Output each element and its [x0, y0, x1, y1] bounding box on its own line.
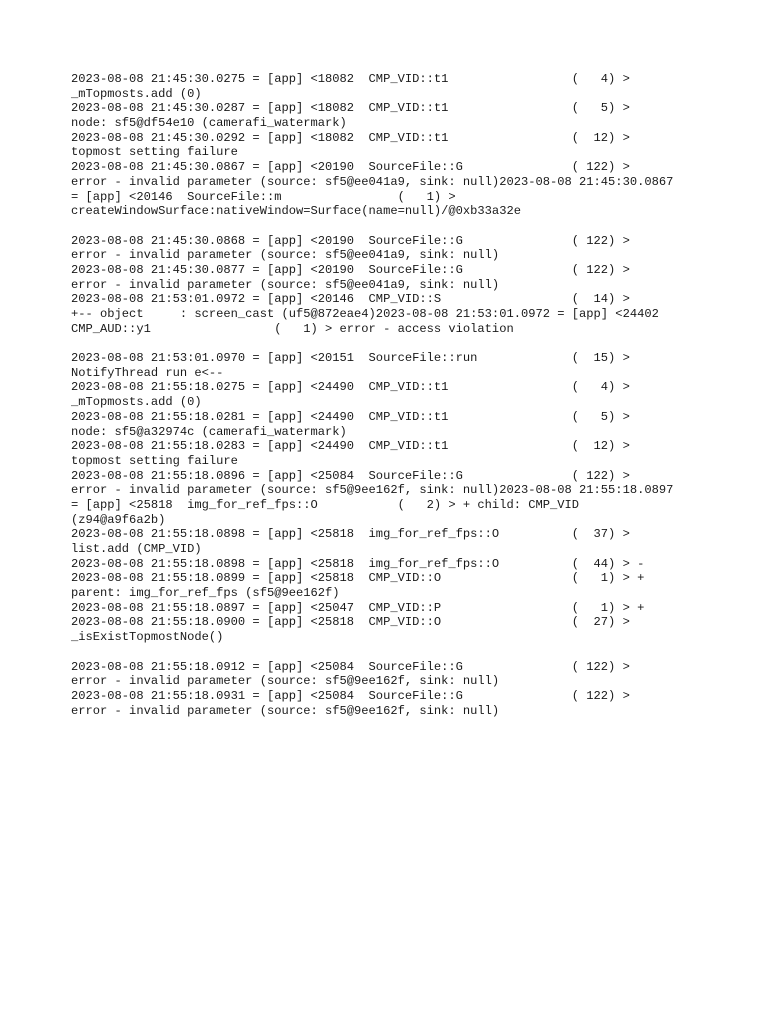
log-line: 2023-08-08 21:55:18.0912 = [app] <25084 SourceFile::G ( 122) >: [71, 659, 630, 674]
log-line: 2023-08-08 21:55:18.0283 = [app] <24490 CMP_VID::t1 ( 12) >: [71, 439, 630, 454]
log-line: _mTopmosts.add (0): [71, 86, 202, 101]
log-line: error - invalid parameter (source: sf5@ee041a9, sink: null)2023-08-08 21:45:30.0867: [71, 174, 674, 189]
log-line: list.add (CMP_VID): [71, 542, 202, 556]
log-line: 2023-08-08 21:55:18.0275 = [app] <24490 CMP_VID::t1 ( 4) >: [71, 380, 630, 395]
log-line: 2023-08-08 21:55:18.0896 = [app] <25084 SourceFile::G ( 122) >: [71, 468, 630, 483]
log-line: = [app] <25818 img_for_ref_fps::O ( 2) > + child: CMP_VID: [71, 497, 580, 512]
log-line: 2023-08-08 21:45:30.0877 = [app] <20190 SourceFile::G ( 122) >: [71, 262, 630, 277]
log-line: 2023-08-08 21:45:30.0868 = [app] <20190 SourceFile::G ( 122) >: [71, 233, 630, 248]
log-text-block: [71, 72, 711, 718]
log-line: CMP_AUD::y1 ( 1) > error - access violation: [71, 321, 514, 336]
log-line: error - invalid parameter (source: sf5@9ee162f, sink: null)2023-08-08 21:55:18.0897: [71, 483, 674, 498]
log-line: 2023-08-08 21:55:18.0898 = [app] <25818 img_for_ref_fps::O ( 37) >: [71, 527, 630, 542]
log-line: node: sf5@a32974c (camerafi_watermark): [71, 424, 347, 439]
log-line: = [app] <20146 SourceFile::m ( 1) >: [71, 189, 456, 204]
log-line: error - invalid parameter (source: sf5@ee041a9, sink: null): [71, 277, 500, 292]
log-line: 2023-08-08 21:55:18.0931 = [app] <25084 SourceFile::G ( 122) >: [71, 688, 630, 703]
log-line: _mTopmosts.add (0): [71, 395, 202, 410]
blank-line: [71, 336, 711, 351]
log-line: +-- object : screen_cast (uf5@872eae4)2023-08-08 21:53:01.0972 = [app] <24402: [71, 307, 659, 321]
log-line: NotifyThread run e<--: [71, 365, 224, 380]
log-line: 2023-08-08 21:45:30.0292 = [app] <18082 CMP_VID::t1 ( 12) >: [71, 130, 630, 145]
log-line: error - invalid parameter (source: sf5@9ee162f, sink: null): [71, 703, 500, 718]
log-line: 2023-08-08 21:55:18.0898 = [app] <25818 img_for_ref_fps::O ( 44) > -: [71, 556, 645, 571]
log-line: 2023-08-08 21:45:30.0275 = [app] <18082 CMP_VID::t1 ( 4) >: [71, 72, 630, 86]
log-line: (z94@a9f6a2b): [71, 512, 166, 527]
log-line: 2023-08-08 21:55:18.0900 = [app] <25818 CMP_VID::O ( 27) >: [71, 615, 630, 630]
log-line: 2023-08-08 21:45:30.0287 = [app] <18082 CMP_VID::t1 ( 5) >: [71, 101, 630, 116]
log-line: 2023-08-08 21:53:01.0972 = [app] <20146 CMP_VID::S ( 14) >: [71, 292, 630, 307]
log-line: 2023-08-08 21:55:18.0281 = [app] <24490 CMP_VID::t1 ( 5) >: [71, 409, 630, 424]
log-line: createWindowSurface:nativeWindow=Surface(name=null)/@0xb33a32e: [71, 204, 521, 219]
log-line: 2023-08-08 21:53:01.0970 = [app] <20151 SourceFile::run ( 15) >: [71, 351, 630, 366]
log-line: error - invalid parameter (source: sf5@ee041a9, sink: null): [71, 248, 500, 263]
blank-line: [71, 219, 711, 234]
log-line: _isExistTopmostNode(): [71, 630, 224, 645]
log-line: node: sf5@df54e10 (camerafi_watermark): [71, 116, 347, 131]
log-line: error - invalid parameter (source: sf5@9ee162f, sink: null): [71, 674, 500, 689]
log-line: parent: img_for_ref_fps (sf5@9ee162f): [71, 586, 340, 601]
log-line: topmost setting failure: [71, 145, 238, 160]
log-line: 2023-08-08 21:45:30.0867 = [app] <20190 SourceFile::G ( 122) >: [71, 160, 630, 175]
log-line: 2023-08-08 21:55:18.0897 = [app] <25047 CMP_VID::P ( 1) > +: [71, 600, 645, 615]
blank-line: [71, 645, 711, 660]
log-line: topmost setting failure: [71, 453, 238, 468]
log-line: 2023-08-08 21:55:18.0899 = [app] <25818 CMP_VID::O ( 1) > +: [71, 571, 645, 586]
